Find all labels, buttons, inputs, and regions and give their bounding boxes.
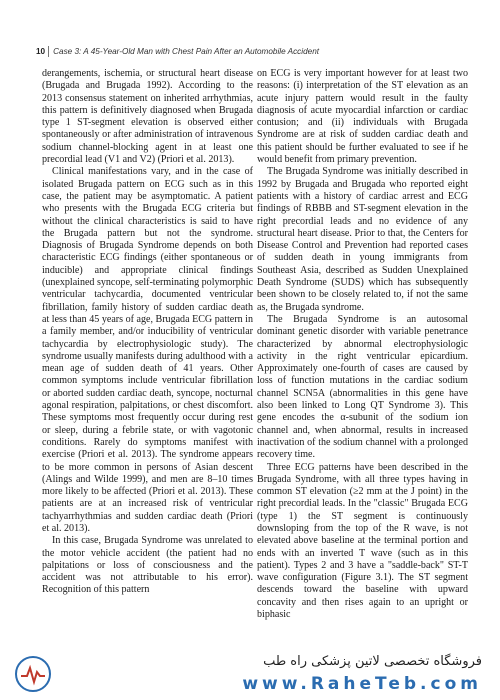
paragraph: derangements, ischemia, or structural heart disease (Brugada and Brugada 1992). According to the 2013 consensus statement on inherited arrhythmias, this pattern is definitively diagnosed when Brugada type 1 ST-segment elevation is observed either spontaneously or after administration of intravenous sodium channel-blocking agent in at least one precordial lead (V1 and V2) (Priori et al. 2013). — [42, 68, 253, 166]
header-divider — [48, 46, 49, 57]
paragraph: In this case, Brugada Syndrome was unrelated to the motor vehicle accident (the patient had no palpitations or loss of consciousness and the accident was not attributable to his error). Recognition of this pattern — [42, 535, 253, 596]
page-number: 10 — [36, 46, 46, 56]
raheteb-logo-icon — [10, 654, 56, 694]
paragraph: Three ECG patterns have been described in the Brugada Syndrome, with all three types having in common ST elevation (≥2 mm at the J point) in the right precordial leads. In the "classic" Brugada ECG (type 1) the ST segment is continuously downsloping from the top of the R wave, is not elevated above baseline at the terminal portion and ends with an inverted T wave (such as in this patient). Types 2 and 3 have a "saddle-back" ST-T wave configuration (Figure 3.1). The ST segment descends toward the baseline with upward concavity and then rises again to an upright or biphasic — [257, 461, 468, 621]
paragraph: on ECG is very important however for at least two reasons: (i) interpretation of the ST elevation as an acute injury pattern would result in the faulty diagnosis of acute myocardial infarction or cardiac contusion; and (ii) individuals with Brugada Syndrome are at risk of sudden cardiac death and this patient should be further evaluated to see if he would benefit from primary prevention. — [257, 68, 468, 166]
paragraph: The Brugada Syndrome is an autosomal dominant genetic disorder with variable penetrance characterized by abnormal electrophysiologic activity in the right ventricular epicardium. Approximately one-fourth of cases are caused by loss of function mutations in the cardiac sodium channel SCN5A (abnormalities in this gene have also been linked to Long QT Syndrome 3). This gene encodes the α-subunit of the sodium ion channel and, when abnormal, results in increased inactivation of the sodium channel with a prolonged recovery time. — [257, 313, 468, 461]
running-header — [36, 44, 319, 58]
left-column — [42, 68, 253, 597]
running-title: Case 3: A 45-Year-Old Man with Chest Pain After an Automobile Accident — [53, 46, 320, 56]
right-column — [257, 68, 468, 621]
watermark-banner — [0, 648, 500, 700]
watermark-persian-text: فروشگاه تخصصی لاتین پزشکی راه طب — [263, 654, 482, 669]
paragraph: Clinical manifestations vary, and in the case of isolated Brugada pattern on ECG such as in this case, the patient may be asymptomatic. A patient who presents with the Brugada ECG criteria but without the clinical characteristics is said to have the Brugada pattern but not the syndrome. Diagnosis of Brugada Syndrome depends on both characteristic ECG findings (either spontaneous or inducible) and appropriate clinical findings (unexplained syncope, self-terminating polymorphic ventricular tachycardia, documented ventricular fibrillation, family history of sudden cardiac death at less than 45 years of age, Brugada ECG pattern in a family member, and/or inducibility of ventricular tachycardia by electrophysiologic study). The syndrome usually manifests during adulthood with a mean age of sudden death of 41 years. Other common symptoms include ventricular fibrillation or aborted sudden cardiac death, syncope, nocturnal agonal respiration, palpitations, or chest discomfort. These symptoms most frequently occur during rest or sleep, during a febrile state, or with vagotonic conditions. Rarely do symptoms manifest with exercise (Priori et al. 2013). The syndrome appears to be more common in persons of Asian descent (Alings and Wilde 1999), and men are 8–10 times more likely to be affected (Priori et al. 2013). These patients are at an increased risk of ventricular tachyarrhythmias and sudden cardiac death (Priori et al. 2013). — [42, 166, 253, 534]
watermark-url: www.RaheTeb.com — [242, 674, 482, 694]
paragraph: The Brugada Syndrome was initially described in 1992 by Brugada and Brugada who reported eight patients with a history of cardiac arrest and ECG findings of RBBB and ST-segment elevation in the right precordial leads and no evidence of any structural heart disease. Prior to that, the Centers for Disease Control and Prevention had reported cases of sudden death in young immigrants from Southeast Asia, described as Sudden Unexplained Death Syndrome (SUDS) which has subsequently been shown to be closely related to, if not the same as, the Brugada syndrome. — [257, 166, 468, 313]
